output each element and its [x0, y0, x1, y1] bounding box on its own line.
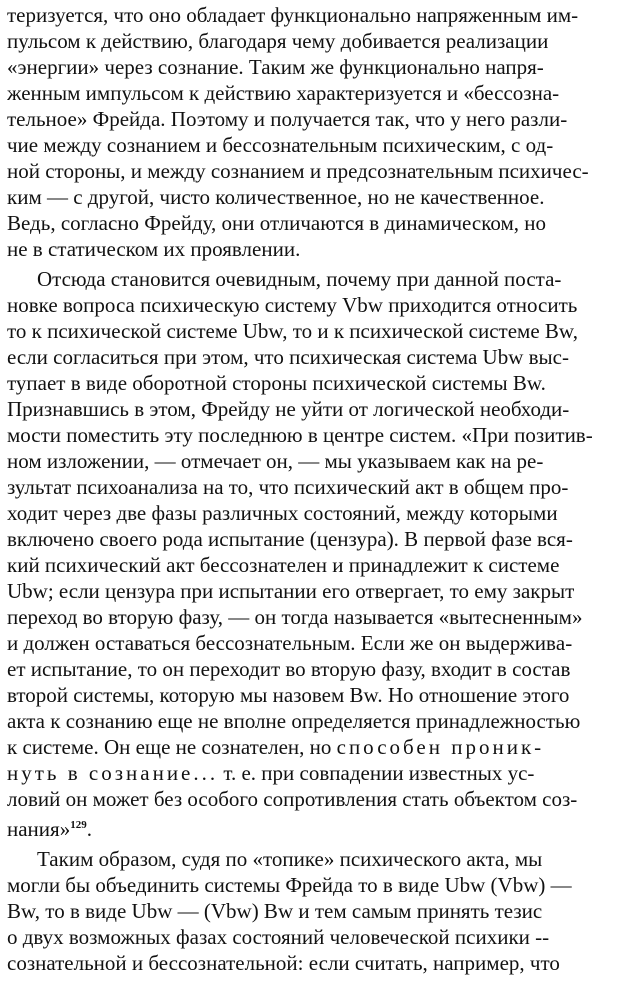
text-line: ном изложении, — отмечает он, — мы указываем как на ре-: [7, 449, 544, 473]
text-line: чие между сознанием и бессознательным психическим, с од-: [7, 133, 554, 157]
text-segment: т. е. при совпадении известных ус-: [218, 761, 535, 785]
text-line: Признавшись в этом, Фрейду не уйти от логической необходи-: [7, 397, 570, 421]
text-line: сознательной и бессознательной: если считать, например, что: [7, 951, 560, 975]
text-line: [7, 734, 614, 760]
text-line: зультат психоанализа на то, что психический акт в общем про-: [7, 475, 569, 499]
text-line: мости поместить эту последнюю в центре систем. «При позитив-: [7, 423, 593, 447]
text-line: [7, 760, 614, 786]
spaced-emphasis: способен проник-: [336, 735, 545, 759]
text-line: тупает в виде оборотной стороны психической системы Bw.: [7, 371, 546, 395]
text-line: о двух возможных фазах состояний человеческой психики --: [7, 925, 550, 949]
text-line: пульсом к действию, благодаря чему добивается реализации: [7, 29, 549, 53]
text-line: включено своего рода испытание (цензура). В первой фазе вся-: [7, 527, 573, 551]
text-line: ет испытание, то он переходит во вторую фазу, входит в состав: [7, 657, 571, 681]
text-line: ной стороны, и между сознанием и предсознательным психичес-: [7, 159, 589, 183]
text-line: Bw, то в виде Ubw — (Vbw) Bw и тем самым принять тезис: [7, 899, 543, 923]
text-line: второй системы, которую мы назовем Bw. Но отношение этого: [7, 683, 570, 707]
footnote-reference: 129: [70, 819, 87, 831]
text-line: женным импульсом к действию характеризуется и «бессозна-: [7, 81, 560, 105]
text-line: Ubw; если цензура при испытании его отвергает, то ему закрыт: [7, 579, 575, 603]
text-segment: .: [86, 817, 92, 838]
text-line: то к психической системе Ubw, то и к психической системе Bw,: [7, 319, 578, 343]
text-line: переход во вторую фазу, — он тогда называется «вытесненным»: [7, 605, 583, 629]
spaced-emphasis: нуть в сознание...: [7, 761, 219, 785]
text-line: ким — с другой, чисто количественное, но не качественное.: [7, 185, 545, 209]
text-line: «энергии» через сознание. Таким же функционально напря-: [7, 55, 544, 79]
text-line: теризуется, что оно обладает функционально напряженным им-: [7, 3, 579, 27]
text-line: не в статическом их проявлении.: [7, 237, 301, 261]
text-segment: к системе. Он еще не сознателен, но: [7, 735, 332, 759]
text-line: и должен оставаться бессознательным. Если же он выдерживa-: [7, 631, 573, 655]
text-line: [7, 790, 614, 816]
text-line: Отсюда становится очевидным, почему при данной поста-: [37, 267, 562, 291]
text-line: если согласиться при этом, что психическая система Ubw выс-: [7, 345, 569, 369]
text-line: новке вопроса психическую систему Vbw приходится относить: [7, 293, 578, 317]
text-line: акта к сознанию еще не вполне определяется принадлежностью: [7, 709, 581, 733]
text-line: кий психический акт бессознателен и принадлежит к системе: [7, 553, 560, 577]
text-line: Таким образом, судя по «топике» психического акта, мы: [37, 847, 543, 871]
text-line: Ведь, согласно Фрейду, они отличаются в динамическом, но: [7, 211, 546, 235]
text-line: могли бы объединить системы Фрейда то в виде Ubw (Vbw) —: [7, 873, 572, 897]
text-line: ходит через две фазы различных состояний, между которыми: [7, 501, 558, 525]
text-line: ловий он может без особого сопротивления стать объектом соз-: [7, 787, 578, 811]
text-line: тельное» Фрейда. Поэтому и получается так, что у него разли-: [7, 107, 568, 131]
text-segment: нания»: [7, 817, 71, 838]
